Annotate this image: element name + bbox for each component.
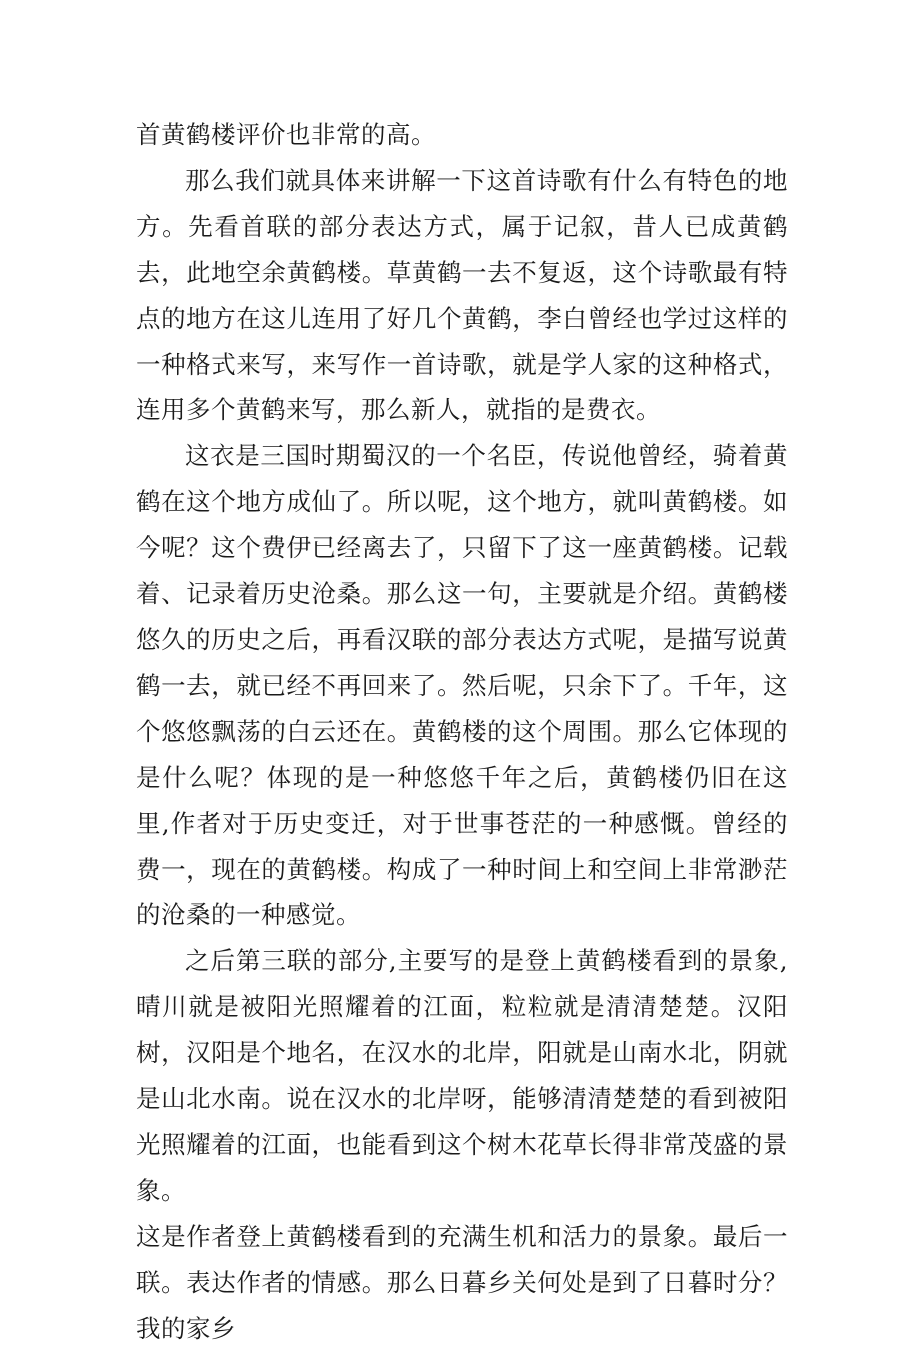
document-body <box>136 112 788 1351</box>
paragraph: 之后第三联的部分,主要写的是登上黄鹤楼看到的景象,晴川就是被阳光照耀着的江面，粒粒就是清清楚楚。汉阳树，汉阳是个地名，在汉水的北岸，阳就是山南水北，阴就是山北水南。说在汉水的北岸呀，能够清清楚楚的看到被阳光照耀着的江面，也能看到这个树木花草长得非常茂盛的景象。 <box>136 946 788 1205</box>
paragraph: 首黄鹤楼评价也非常的高。 <box>136 120 436 149</box>
paragraph: 这是作者登上黄鹤楼看到的充满生机和活力的景象。最后一联。表达作者的情感。那么日暮乡关何处是到了日暮时分？我的家乡 <box>136 1221 788 1343</box>
paragraph: 这衣是三国时期蜀汉的一个名臣，传说他曾经，骑着黄鹤在这个地方成仙了。所以呢，这个地方，就叫黄鹤楼。如今呢？这个费伊已经离去了，只留下了这一座黄鹤楼。记载着、记录着历史沧桑。那么这一句，主要就是介绍。黄鹤楼悠久的历史之后，再看汉联的部分表达方式呢，是描写说黄鹤一去，就已经不再回来了。然后呢，只余下了。千年，这个悠悠飘荡的白云还在。黄鹤楼的这个周围。那么它体现的是什么呢？体现的是一种悠悠千年之后，黄鹤楼仍旧在这里,作者对于历史变迁，对于世事苍茫的一种感慨。曾经的费一，现在的黄鹤楼。构成了一种时间上和空间上非常渺茫的沧桑的一种感觉。 <box>136 441 788 930</box>
paragraph: 那么我们就具体来讲解一下这首诗歌有什么有特色的地方。先看首联的部分表达方式，属于记叙，昔人已成黄鹤去，此地空余黄鹤楼。草黄鹤一去不复返，这个诗歌最有特点的地方在这儿连用了好几个黄鹤，李白曾经也学过这样的一种格式来写，来写作一首诗歌，就是学人家的这种格式，连用多个黄鹤来写，那么新人，就指的是费衣。 <box>136 165 788 425</box>
